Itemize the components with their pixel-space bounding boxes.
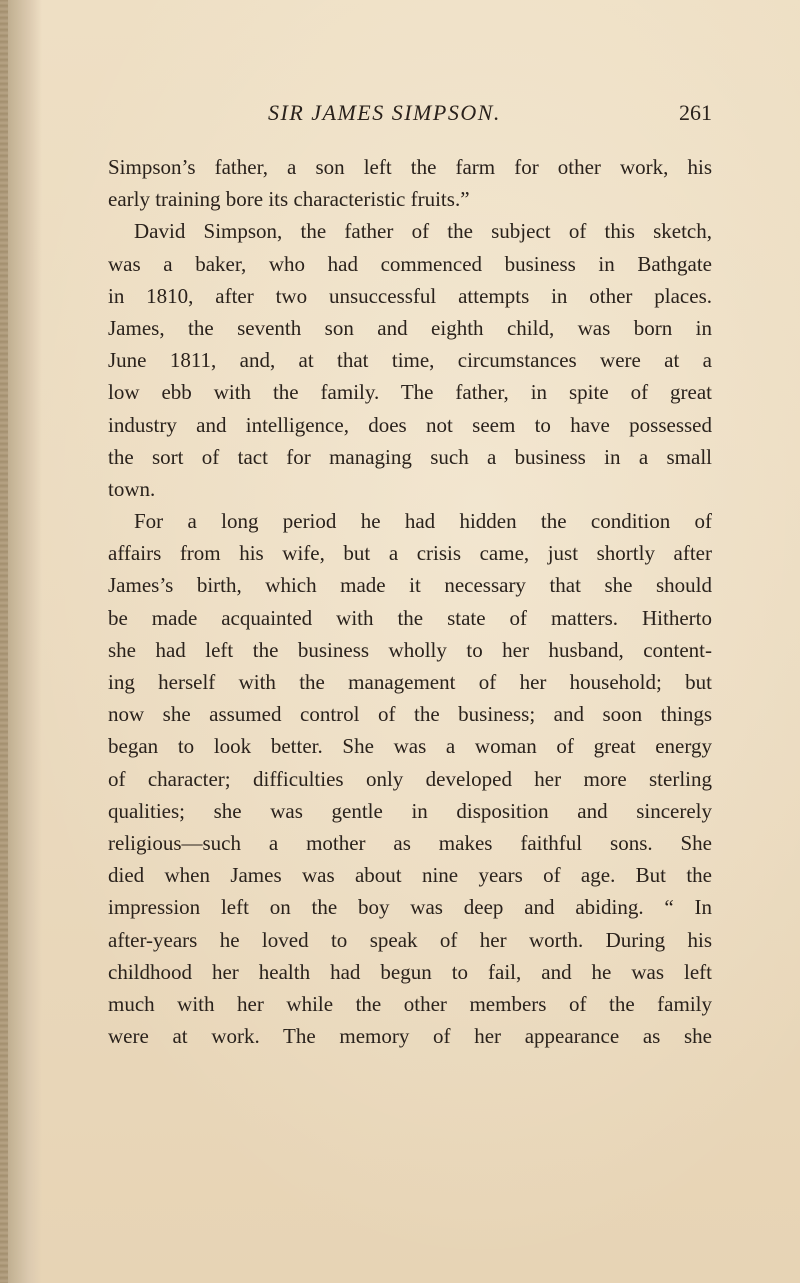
text-line: ing herself with the management of her household; but (108, 670, 712, 694)
text-line: childhood her health had begun to fail, and he was left (108, 959, 712, 984)
text-line: qualities; she was gentle in disposition and sincerely (108, 798, 712, 823)
text-line: James’s birth, which made it necessary that she should (108, 573, 712, 598)
text-line: Simpson’s father, a son left the farm for other work, his (108, 155, 712, 179)
text-line: town. (108, 476, 156, 501)
text-line: died when James was about nine years of age. But the (108, 863, 712, 888)
text-line: be made acquainted with the state of matters. Hitherto (108, 605, 712, 630)
text-line: June 1811, and, at that time, circumstances were at a (108, 348, 712, 373)
text-line: was a baker, who had commenced business in Bathgate (108, 251, 712, 276)
running-head (108, 100, 712, 130)
page-number: 261 (679, 100, 712, 125)
text-line: industry and intelligence, does not seem to have possessed (108, 412, 712, 437)
text-line: after-years he loved to speak of her worth. During his (108, 927, 712, 952)
text-line: impression left on the boy was deep and abiding. “ In (108, 895, 712, 920)
running-head-title: SIR JAMES SIMPSON. (268, 100, 501, 125)
text-line: were at work. The memory of her appearance as she (108, 1024, 712, 1049)
text-line: the sort of tact for managing such a business in a small (108, 444, 712, 469)
text-line: now she assumed control of the business; and soon things (108, 702, 712, 727)
page-binding-edge (0, 0, 8, 1283)
text-line: began to look better. She was a woman of great energy (108, 734, 712, 759)
text-line: low ebb with the family. The father, in spite of great (108, 380, 712, 405)
text-line: James, the seventh son and eighth child, was born in (108, 315, 712, 340)
text-line: affairs from his wife, but a crisis came, just shortly after (108, 541, 712, 566)
text-line: of character; difficulties only developed her more sterling (108, 766, 712, 791)
text-line: religious—such a mother as makes faithful sons. She (108, 830, 712, 855)
text-line: she had left the business wholly to her husband, content- (108, 637, 712, 662)
text-line: David Simpson, the father of the subject of this sketch, (134, 219, 712, 244)
text-line: in 1810, after two unsuccessful attempts in other places. (108, 283, 712, 308)
text-line: early training bore its characteristic fruits.” (108, 187, 470, 212)
body-text (108, 151, 712, 1052)
text-line: For a long period he had hidden the condition of (134, 509, 712, 534)
text-line: much with her while the other members of the family (108, 991, 712, 1016)
